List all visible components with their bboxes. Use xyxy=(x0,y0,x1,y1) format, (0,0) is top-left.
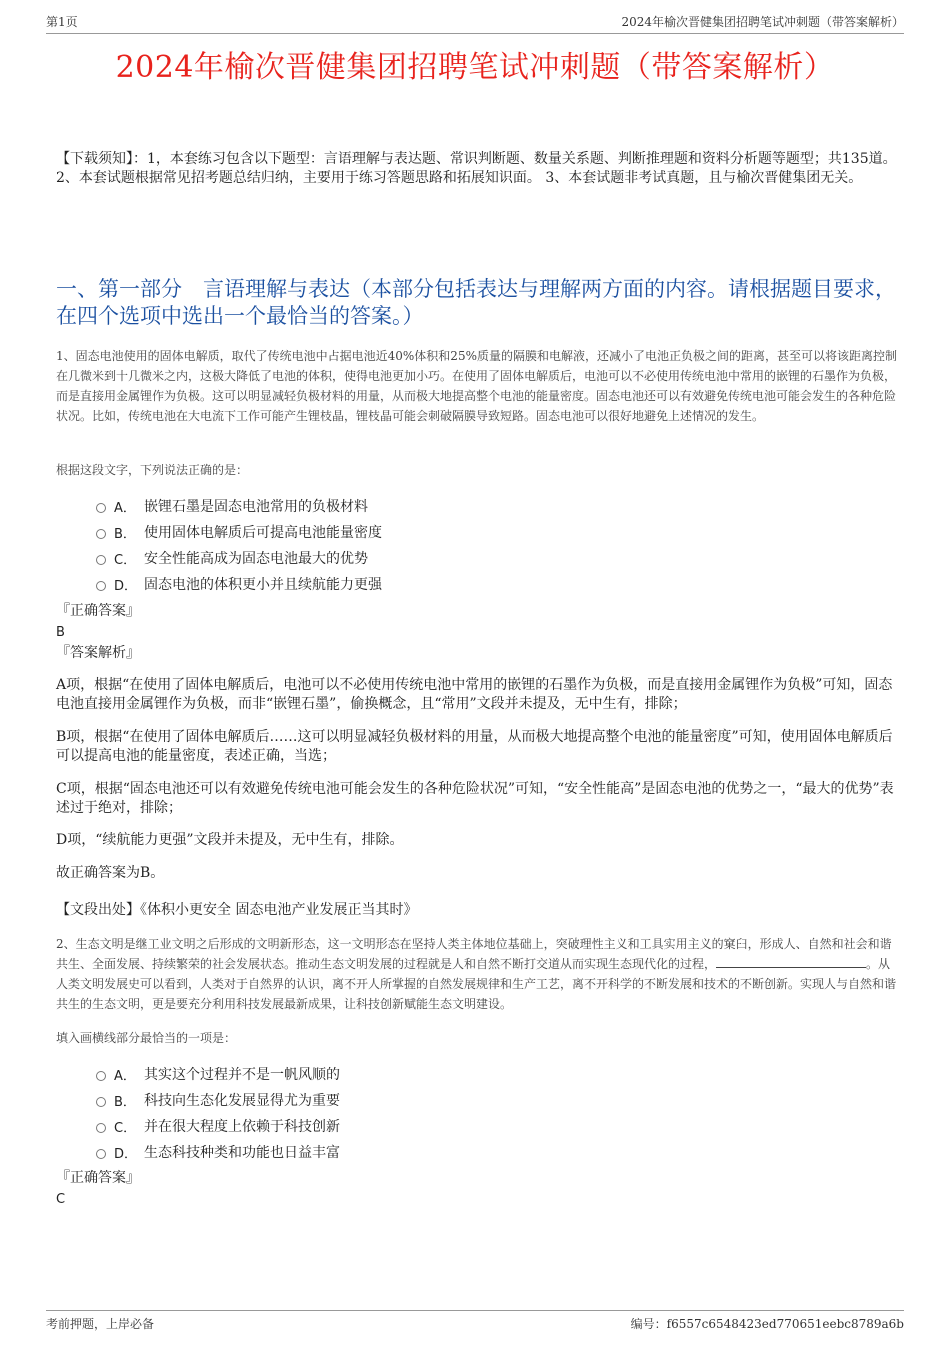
header-doc-title: 2024年榆次晋健集团招聘笔试冲刺题（带答案解析） xyxy=(621,15,904,29)
radio-icon[interactable] xyxy=(96,1071,106,1081)
q2-option-c[interactable]: C． 并在很大程度上依赖于科技创新 xyxy=(96,1113,340,1139)
question-1-prompt-text: 根据这段文字，下列说法正确的是： xyxy=(56,463,249,477)
question-2-text: 2、生态文明是继工业文明之后形成的文明新形态，这一文明形态在坚持人类主体地位基础上，突破理性主义和工具实用主义的窠臼，形成人、自然和社会和谐共生、全面发展、持续繁荣的社会发展状态。推动生态文明发展的过程就是人和自然不断打交道从而实现生态现代化的过程， 。从人类文明发展史可以看到，人类对于自然界的认识，离不开人所掌握的自然发展规律和生产工艺，离不开科学的不断发展和技术的不断创新。实现人与自然和谐共生的生态文明，更是要充分利用科技发展最新成果，让科技创新赋能生态文明建设。 xyxy=(56,937,897,1011)
radio-icon[interactable] xyxy=(96,1123,106,1133)
analysis-label: 『答案解析』 xyxy=(56,645,140,661)
question-1-options xyxy=(96,493,382,597)
radio-icon[interactable] xyxy=(96,529,106,539)
question-1-prompt xyxy=(56,461,900,478)
answer-value: B xyxy=(56,625,65,640)
radio-icon[interactable] xyxy=(96,555,106,565)
analysis-paragraph: B项，根据“在使用了固体电解质后……这可以明显减轻负极材料的用量，从而极大地提高整个电池的能量密度”可知，使用固体电解质后可以提高电池的能量密度，表述正确，当选； xyxy=(56,729,893,764)
analysis-paragraph: A项，根据“在使用了固体电解质后，电池可以不必使用传统电池中常用的嵌锂的石墨作为负极，而是直接用金属锂作为负极”可知，固态电池直接用金属锂作为负极，而非“嵌锂石墨”，偷换概念，且“常用”文段并未提及，无中生有，排除； xyxy=(56,677,893,712)
q1-option-b[interactable]: B． 使用固体电解质后可提高电池能量密度 xyxy=(96,519,382,545)
fill-blank xyxy=(716,956,866,968)
document-title: 2024年榆次晋健集团招聘笔试冲刺题（带答案解析） xyxy=(115,50,835,85)
footer-serial: 编号：f6557c6548423ed770651eebc8789a6b xyxy=(630,1317,904,1331)
question-1-answer xyxy=(56,601,900,664)
question-1-stem xyxy=(56,346,900,426)
analysis-paragraph: C项，根据“固态电池还可以有效避免传统电池可能会发生的各种危险状况”可知，“安全性能高”是固态电池的优势之一，“最大的优势”表述过于绝对，排除； xyxy=(56,781,894,816)
footer-slogan: 考前押题，上岸必备 xyxy=(46,1317,155,1331)
radio-icon[interactable] xyxy=(96,503,106,513)
radio-icon[interactable] xyxy=(96,1149,106,1159)
answer-label: 『正确答案』 xyxy=(56,603,140,619)
question-2-prompt xyxy=(56,1029,900,1046)
analysis-conclusion: 故正确答案为B。 xyxy=(56,865,165,881)
question-2-answer xyxy=(56,1168,900,1210)
q1-option-a[interactable]: A． 嵌锂石墨是固态电池常用的负极材料 xyxy=(96,493,382,519)
page-header xyxy=(46,12,904,34)
question-2-prompt-text: 填入画横线部分最恰当的一项是： xyxy=(56,1031,237,1045)
q2-option-b[interactable]: B． 科技向生态化发展显得尤为重要 xyxy=(96,1087,340,1113)
q1-option-c[interactable]: C． 安全性能高成为固态电池最大的优势 xyxy=(96,545,382,571)
question-2-stem xyxy=(56,934,900,1014)
analysis-paragraph: D项，“续航能力更强”文段并未提及，无中生有，排除。 xyxy=(56,832,404,848)
section-title: 一、第一部分 言语理解与表达（本部分包括表达与理解两方面的内容。请根据题目要求，在四个选项中选出一个最恰当的答案。） xyxy=(56,277,896,328)
page-number: 第1页 xyxy=(46,15,78,29)
question-2-options xyxy=(96,1061,340,1165)
radio-icon[interactable] xyxy=(96,1097,106,1107)
passage-source: 【文段出处】《体积小更安全 固态电池产业发展正当其时》 xyxy=(56,902,418,918)
q2-option-a[interactable]: A． 其实这个过程并不是一帆风顺的 xyxy=(96,1061,340,1087)
radio-icon[interactable] xyxy=(96,581,106,591)
answer-label: 『正确答案』 xyxy=(56,1170,140,1186)
answer-value: C xyxy=(56,1192,66,1207)
q2-option-d[interactable]: D． 生态科技种类和功能也日益丰富 xyxy=(96,1139,340,1165)
question-1-text: 1、固态电池使用的固体电解质，取代了传统电池中占据电池近40%体积和25%质量的隔膜和电解液，还减小了电池正负极之间的距离，甚至可以将该距离控制在几微米到十几微米之内，这极大降低了电池的体积，使得电池更加小巧。在使用了固体电解质后，电池可以不必使用传统电池中常用的嵌锂的石墨作为负极，而是直接用金属锂作为负极。这可以明显减轻负极材料的用量，从而极大地提高整个电池的能量密度。固态电池还可以有效避免传统电池可能会发生的各种危险状况。比如，传统电池在大电流下工作可能产生锂枝晶，锂枝晶可能会刺破隔膜导致短路。固态电池可以很好地避免上述情况的发生。 xyxy=(56,349,897,423)
page-footer xyxy=(46,1310,904,1332)
q1-option-d[interactable]: D． 固态电池的体积更小并且续航能力更强 xyxy=(96,571,382,597)
download-notice: 【下载须知】：1，本套练习包含以下题型：言语理解与表达题、常识判断题、数量关系题、判断推理题和资料分析题等题型；共135道。 2、本套试题根据常见招考题总结归纳，主要用于练习答题思路和拓展知识面。 3、本套试题非考试真题，且与榆次晋健集团无关。 xyxy=(56,151,897,186)
